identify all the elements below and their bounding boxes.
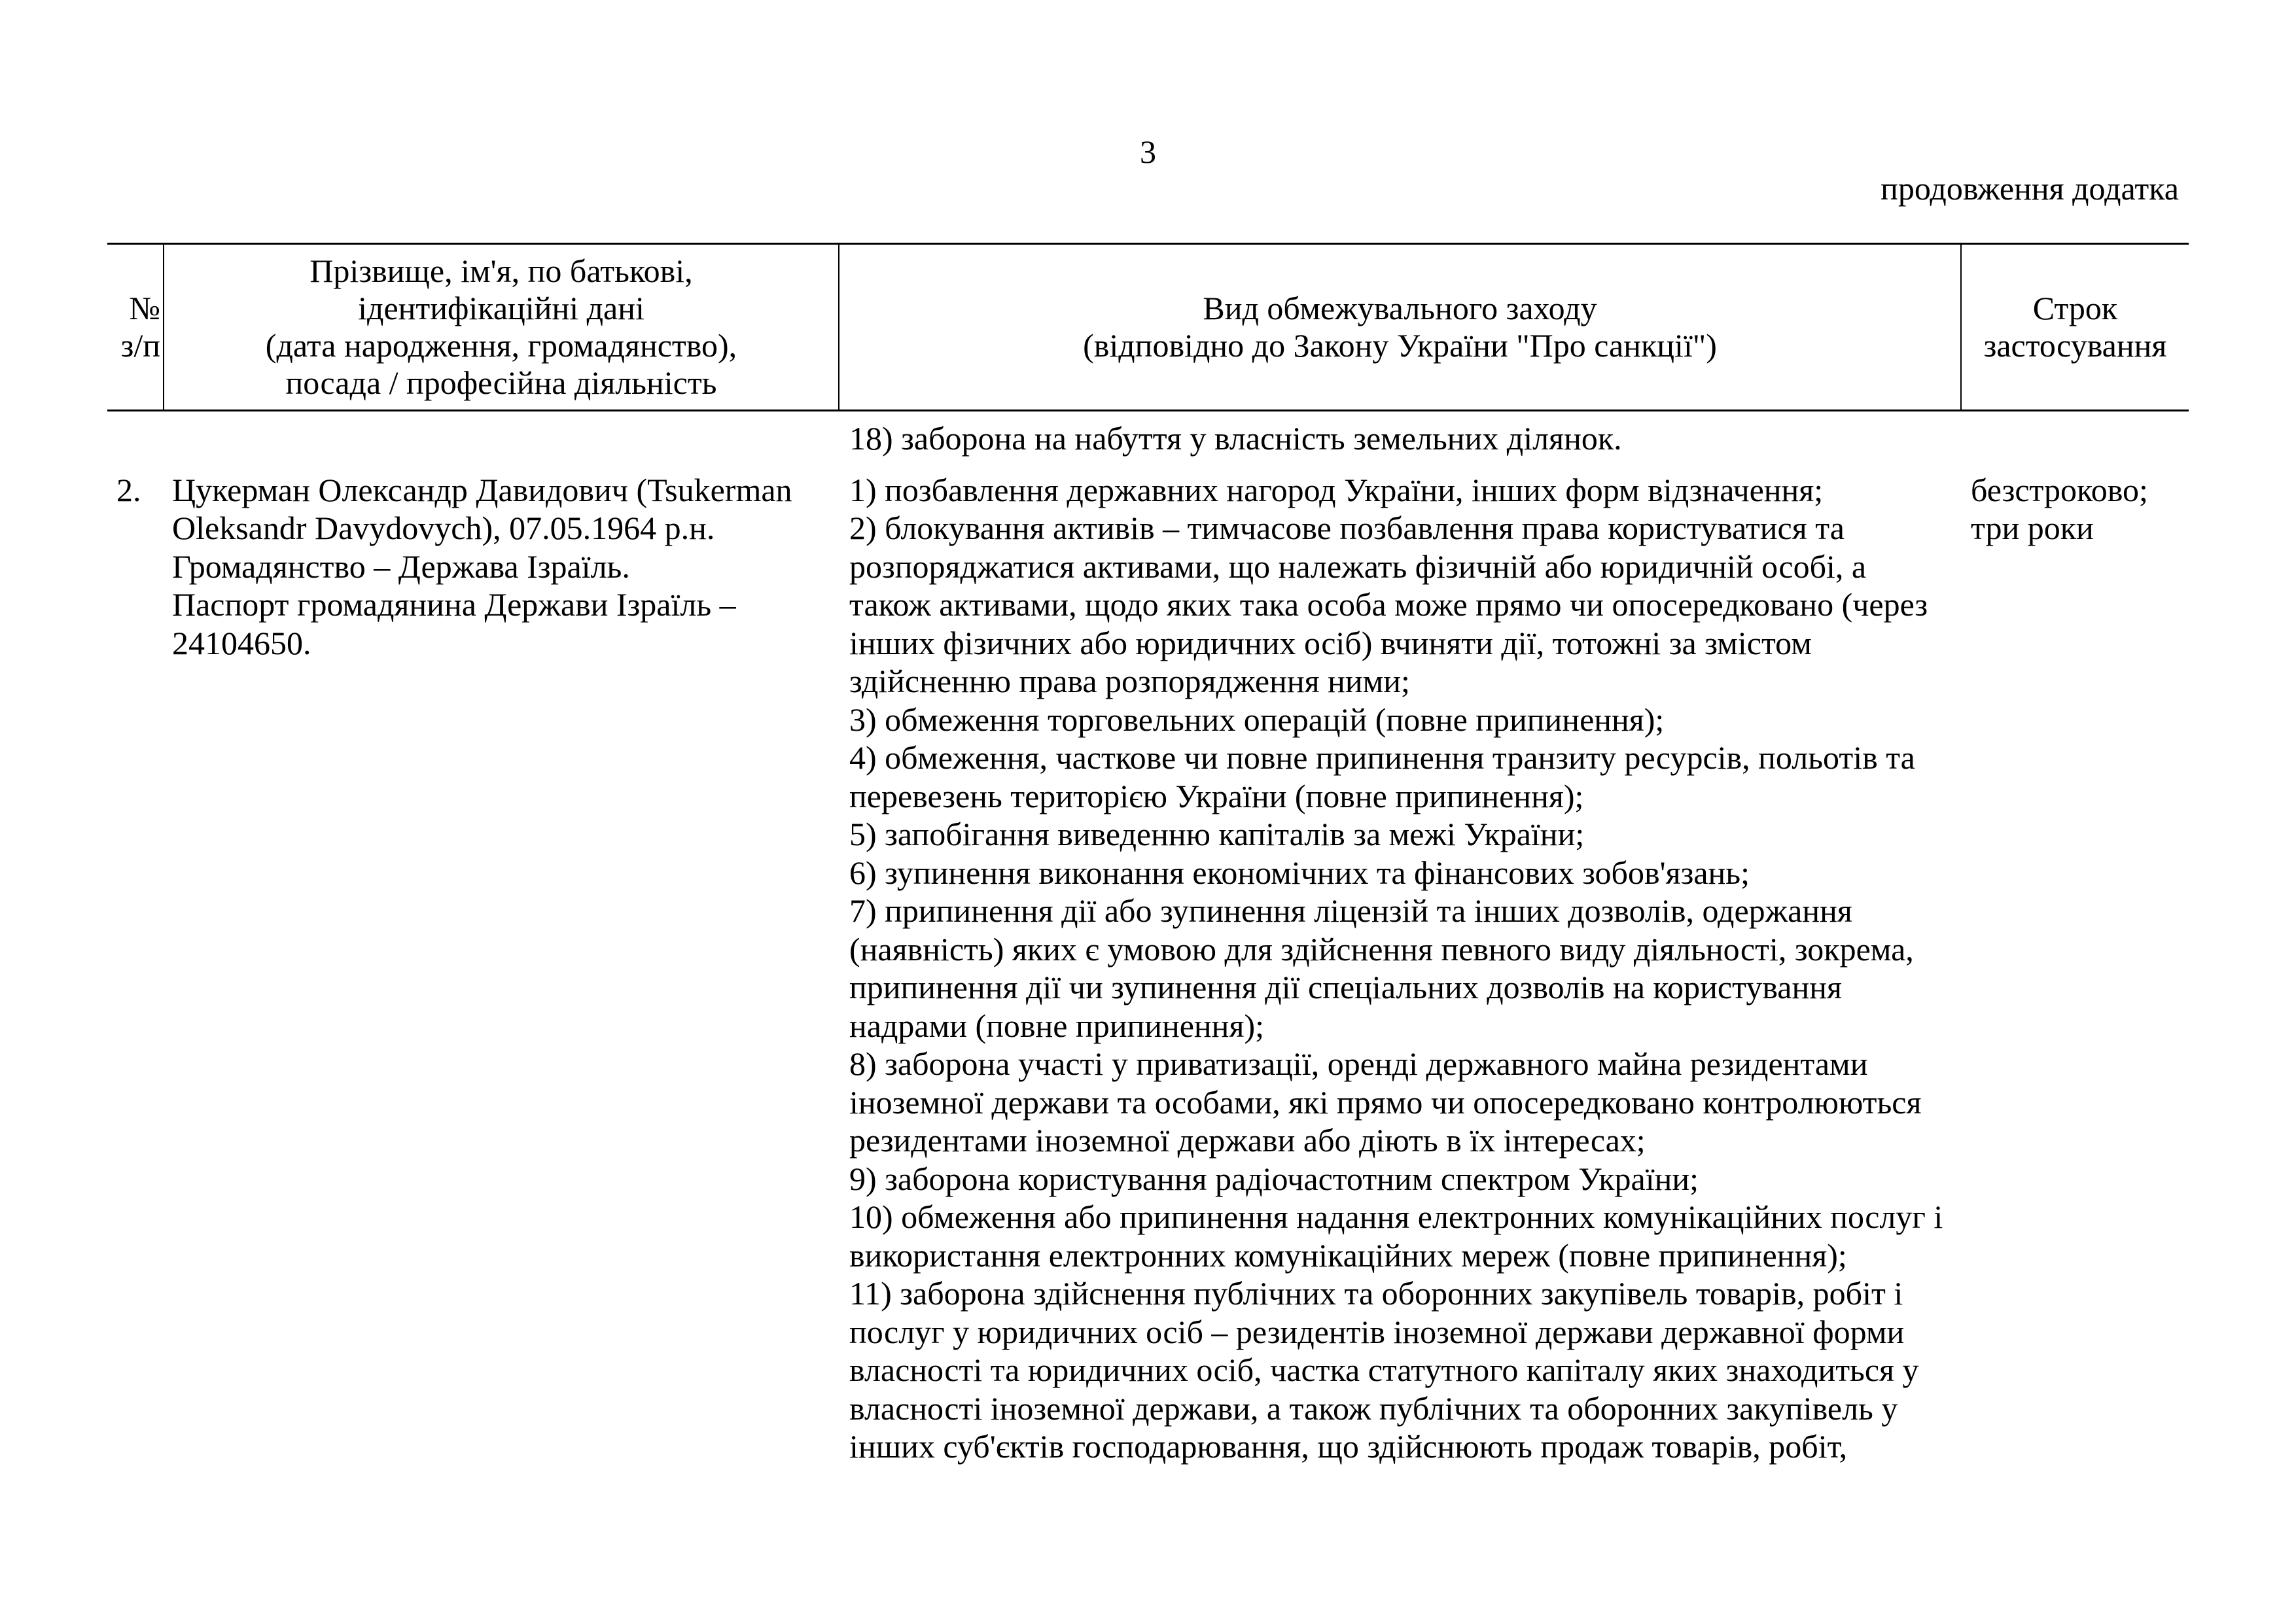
measure-line: резидентами іноземної держави або діють в їх інтересах; bbox=[849, 1122, 1646, 1159]
cell-number bbox=[107, 471, 164, 1466]
header-number bbox=[107, 244, 164, 411]
cell-person bbox=[164, 471, 839, 1466]
measure-line: припинення дії чи зупинення дії спеціальних дозволів на користування bbox=[849, 969, 1842, 1005]
header-term bbox=[1961, 244, 2189, 411]
term-line: безстроково; bbox=[1971, 471, 2148, 508]
table-row-continued bbox=[107, 411, 2189, 471]
header-term-line: Строк bbox=[2032, 290, 2118, 326]
measure-line: 2) блокування активів – тимчасове позбавлення права користуватися та bbox=[849, 510, 1845, 546]
measure-line: здійсненню права розпорядження ними; bbox=[849, 663, 1410, 699]
measure-line: 18) заборона на набуття у власність земельних ділянок. bbox=[849, 420, 1622, 457]
measure-line: 1) позбавлення державних нагород України, інших форм відзначення; bbox=[849, 471, 1824, 508]
page-number: 3 bbox=[1140, 133, 1156, 170]
header-number-line: № bbox=[129, 290, 160, 326]
measure-line: надрами (повне припинення); bbox=[849, 1007, 1264, 1044]
header-measure bbox=[839, 244, 1961, 411]
measure-line: 6) зупинення виконання економічних та фінансових зобов'язань; bbox=[849, 854, 1750, 891]
measure-line: 9) заборона користування радіочастотним спектром України; bbox=[849, 1160, 1699, 1197]
cell-number bbox=[107, 411, 164, 471]
cell-term bbox=[1961, 411, 2189, 471]
cell-term bbox=[1961, 471, 2189, 1466]
header-person-line: (дата народження, громадянство), bbox=[265, 327, 737, 364]
measure-line: іноземної держави та особами, які прямо чи опосередковано контролюються bbox=[849, 1083, 1922, 1121]
header-number-line: з/п bbox=[120, 327, 160, 364]
measure-line: 5) запобігання виведенню капіталів за межі України; bbox=[849, 816, 1585, 852]
cell-person bbox=[164, 411, 839, 471]
term-line: три роки bbox=[1971, 510, 2094, 546]
header-person-line: посада / професійна діяльність bbox=[285, 364, 717, 401]
header-person bbox=[164, 244, 839, 411]
table-header-row bbox=[107, 244, 2189, 411]
measure-line: 11) заборона здійснення публічних та оборонних закупівель товарів, робіт і bbox=[849, 1275, 1903, 1312]
person-line: Паспорт громадянина Держави Ізраїль – bbox=[172, 586, 736, 623]
person-line: 24104650. bbox=[172, 624, 311, 661]
measure-line: інших фізичних або юридичних осіб) вчиняти дії, тотожні за змістом bbox=[849, 624, 1812, 661]
measure-line: послуг у юридичних осіб – резидентів іноземної держави державної форми bbox=[849, 1313, 1905, 1350]
measure-line: перевезень територією України (повне припинення); bbox=[849, 777, 1584, 814]
header-term-line: застосування bbox=[1983, 327, 2167, 364]
cell-measure bbox=[839, 411, 1961, 471]
measure-line: власності та юридичних осіб, частка статутного капіталу яких знаходиться у bbox=[849, 1352, 1919, 1388]
measure-line: (наявність) яких є умовою для здійснення певного виду діяльності, зокрема, bbox=[849, 930, 1914, 968]
measure-line: 10) обмеження або припинення надання електронних комунікаційних послуг і bbox=[849, 1198, 1943, 1235]
header-person-line: Прізвище, ім'я, по батькові, bbox=[309, 253, 693, 289]
header-measure-line: (відповідно до Закону України "Про санкції") bbox=[1083, 327, 1717, 364]
measure-line: також активами, щодо яких така особа може прямо чи опосередковано (через bbox=[849, 586, 1928, 623]
cell-measure bbox=[839, 471, 1961, 1466]
measure-line: 4) обмеження, часткове чи повне припинення транзиту ресурсів, польотів та bbox=[849, 739, 1915, 776]
measure-line: інших суб'єктів господарювання, що здійснюють продаж товарів, робіт, bbox=[849, 1428, 1848, 1465]
sanctions-table bbox=[107, 243, 2189, 1466]
table-row bbox=[107, 471, 2189, 1466]
measure-line: 3) обмеження торговельних операцій (повне припинення); bbox=[849, 701, 1665, 738]
person-line: Oleksandr Davydovych), 07.05.1964 р.н. bbox=[172, 510, 715, 546]
header-measure-line: Вид обмежувального заходу bbox=[1203, 290, 1597, 326]
continuation-label: продовження додатка bbox=[1881, 170, 2179, 207]
person-line: Цукерман Олександр Давидович (Tsukerman bbox=[172, 471, 792, 508]
measure-line: власності іноземної держави, а також публічних та оборонних закупівель у bbox=[849, 1389, 1898, 1427]
measure-line: 8) заборона участі у приватизації, оренді державного майна резидентами bbox=[849, 1045, 1868, 1082]
person-line: Громадянство – Держава Ізраїль. bbox=[172, 548, 630, 585]
measure-line: 7) припинення дії або зупинення ліцензій та інших дозволів, одержання bbox=[849, 892, 1852, 929]
measure-line: розпоряджатися активами, що належать фізичній або юридичній особі, а bbox=[849, 548, 1867, 585]
measure-line: використання електронних комунікаційних мереж (повне припинення); bbox=[849, 1236, 1847, 1274]
row-number: 2. bbox=[116, 471, 141, 508]
header-person-line: ідентифікаційні дані bbox=[358, 290, 645, 326]
